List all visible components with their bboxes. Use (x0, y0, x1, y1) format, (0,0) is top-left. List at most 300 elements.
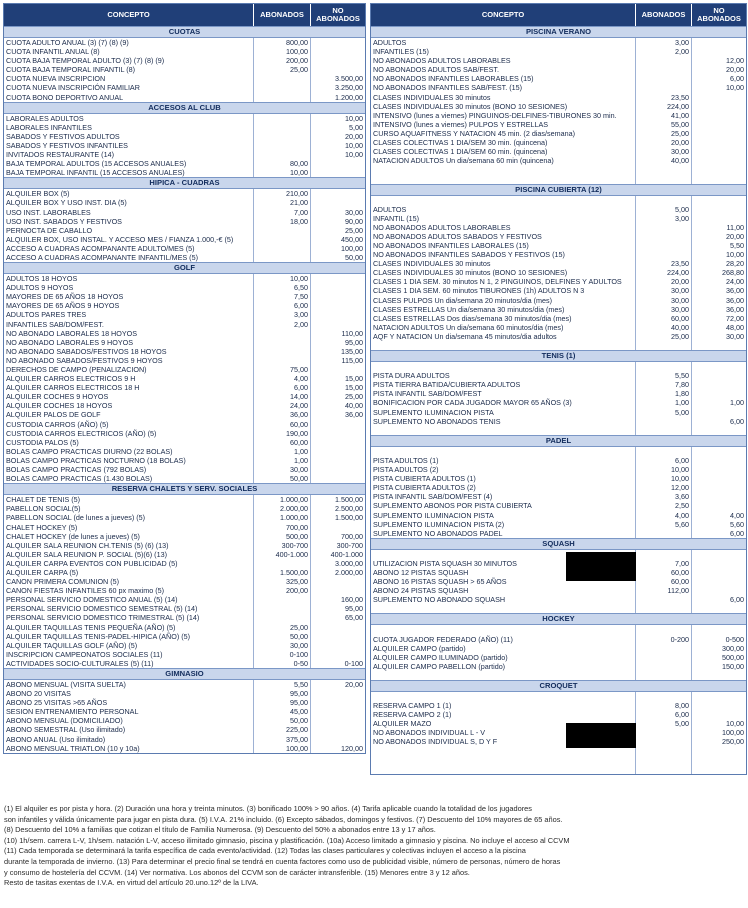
footnote-line: Resto de tasitas exentas de I.V.A. en virtud del artículo 20.uno.12º de la LIVA. (4, 878, 259, 888)
abonados-cell: 21,00 (254, 198, 311, 207)
abonados-cell (636, 65, 692, 74)
no-abonados-cell: 36,00 (726, 304, 744, 314)
table-row (4, 586, 365, 595)
no-abonados-cell (692, 586, 746, 595)
table-row (371, 447, 746, 456)
abonados-cell (636, 604, 692, 613)
no-abonados-cell: 5,60 (730, 519, 744, 529)
no-abonados-cell (692, 371, 746, 380)
table-row (371, 323, 746, 332)
table-row (4, 523, 365, 532)
left-table-body (4, 26, 365, 753)
abonados-cell: 10,00 (254, 274, 311, 283)
concept-cell: ADULTOS 18 HOYOS (4, 274, 254, 283)
concept-cell: NO ABONADOS ADULTOS LABORABLES (371, 223, 636, 232)
no-abonados-cell: 5,50 (730, 240, 744, 250)
no-abonados-cell (311, 159, 365, 168)
table-row (371, 371, 746, 380)
abonados-cell: 25,00 (254, 623, 311, 632)
section-header: HIPICA - CUADRAS (4, 177, 365, 189)
concept-cell: INFANTILES (15) (371, 47, 636, 56)
concept-cell: INFANTILES SAB/DOM/FEST. (4, 320, 254, 329)
abonados-cell: 30,00 (254, 641, 311, 650)
no-abonados-cell: 72,00 (726, 313, 744, 323)
abonados-cell (636, 241, 692, 250)
abonados-cell (636, 662, 692, 671)
table-row (4, 650, 365, 659)
no-abonados-cell: 700,00 (341, 531, 363, 541)
no-abonados-cell (311, 725, 365, 734)
no-abonados-cell (311, 586, 365, 595)
concept-cell: ABONO 16 PISTAS SQUASH > 65 AÑOS (371, 577, 636, 586)
abonados-cell: 4,00 (636, 511, 692, 520)
abonados-cell: 5,50 (636, 371, 692, 380)
abonados-cell (636, 653, 692, 662)
no-abonados-cell: 90,00 (345, 216, 363, 226)
table-row (4, 716, 365, 725)
table-row (4, 83, 365, 92)
no-abonados-cell: 400-1.000 (330, 549, 363, 559)
concept-cell: CUOTA ADULTO ANUAL (3) (7) (8) (9) (4, 38, 254, 47)
table-row (371, 747, 746, 756)
abonados-cell: 100,00 (254, 47, 311, 56)
concept-cell (371, 165, 636, 174)
abonados-cell: 30,00 (636, 286, 692, 295)
concept-cell: CLASES INDIVIDUALES 30 minutos (BONO 10 SESIONES) (371, 268, 636, 277)
table-row (371, 426, 746, 435)
no-abonados-cell (692, 165, 746, 174)
table-row (4, 577, 365, 586)
no-abonados-cell: 110,00 (341, 328, 363, 338)
abonados-cell (254, 132, 311, 141)
concept-cell: SUPLEMENTO NO ABONADOS TENIS (371, 417, 636, 426)
table-row (4, 410, 365, 419)
no-abonados-cell (311, 456, 365, 465)
abonados-cell: 14,00 (254, 392, 311, 401)
abonados-cell (254, 329, 311, 338)
concept-cell: CUOTA INFANTIL ANUAL (8) (4, 47, 254, 56)
abonados-cell: 60,00 (636, 314, 692, 323)
abonados-cell (254, 559, 311, 568)
section-header: RESERVA CHALETS Y SERV. SOCIALES (4, 483, 365, 495)
abonados-cell: 3,00 (254, 310, 311, 319)
concept-cell: CUOTA JUGADOR FEDERADO (AÑO) (11) (371, 635, 636, 644)
abonados-cell: 210,00 (254, 189, 311, 198)
no-abonados-cell (692, 483, 746, 492)
concept-cell: PISTA CUBIERTA ADULTOS (1) (371, 474, 636, 483)
no-abonados-cell: 268,80 (722, 268, 744, 278)
concept-cell: ABONO 25 VISITAS >65 AÑOS (4, 698, 254, 707)
concept-cell: SUPLEMENTO NO ABONADO SQUASH (371, 595, 636, 604)
abonados-cell: 50,00 (254, 716, 311, 725)
table-row (371, 417, 746, 426)
abonados-cell: 224,00 (636, 102, 692, 111)
abonados-cell (254, 356, 311, 365)
concept-cell: ALQUILER MAZO (371, 719, 636, 728)
no-abonados-cell (692, 129, 746, 138)
abonados-cell: 8,00 (636, 701, 692, 710)
abonados-cell: 36,00 (254, 410, 311, 419)
no-abonados-cell: 250,00 (722, 737, 744, 747)
abonados-cell: 80,00 (254, 159, 311, 168)
concept-cell: ALQUILER CARROS ELECTRICOS 18 H (4, 383, 254, 392)
footnote-line: y consumo de hostelería del CCVM. (14) Ver normativa. Los abonos del CCVM son de carácter intransferible. (15) Menores entre 3 y 12 años. (4, 867, 470, 877)
abonados-cell: 30,00 (636, 147, 692, 156)
abonados-cell: 375,00 (254, 735, 311, 744)
table-row (4, 495, 365, 504)
table-row (4, 132, 365, 141)
no-abonados-cell (692, 147, 746, 156)
footnotes (4, 804, 744, 889)
table-row (371, 314, 746, 323)
table-row (4, 401, 365, 410)
concept-cell: ALQUILER CAMPO PABELLON (partido) (371, 662, 636, 671)
no-abonados-cell: 4,00 (730, 510, 744, 520)
abonados-cell: 4,00 (254, 374, 311, 383)
no-abonados-cell (311, 420, 365, 429)
concept-cell: ABONO MENSUAL TRIATLON (10 y 10a) (4, 744, 254, 753)
abonados-cell: 6,00 (636, 710, 692, 719)
no-abonados-cell (692, 174, 746, 183)
concept-cell: PABELLON SOCIAL (de lunes a jueves) (5) (4, 513, 254, 522)
abonados-cell: 2.000,00 (254, 504, 311, 513)
table-row (371, 456, 746, 465)
no-abonados-cell: 3.500,00 (335, 74, 363, 84)
no-abonados-cell: 50,00 (345, 252, 363, 262)
table-row (4, 541, 365, 550)
footnote-line: durante la temporada de invierno. (13) Para determinar el precio final se tendrá en cuenta factores como uso de publicidad visible, número de personas, número de horas (4, 856, 561, 866)
no-abonados-cell: 120,00 (341, 743, 363, 753)
no-abonados-cell: 135,00 (341, 346, 363, 356)
no-abonados-cell (311, 735, 365, 744)
section-header: ACCESOS AL CLUB (4, 102, 365, 114)
no-abonados-cell (311, 168, 365, 177)
no-abonados-cell (692, 111, 746, 120)
abonados-cell (254, 338, 311, 347)
abonados-cell (254, 253, 311, 262)
table-row (4, 65, 365, 74)
table-row (371, 595, 746, 604)
no-abonados-cell (311, 447, 365, 456)
abonados-cell (254, 226, 311, 235)
table-row (4, 283, 365, 292)
no-abonados-cell (692, 120, 746, 129)
abonados-cell (636, 728, 692, 737)
no-abonados-cell: 40,00 (345, 401, 363, 411)
table-row (4, 301, 365, 310)
no-abonados-cell: 1.500,00 (335, 495, 363, 505)
abonados-cell: 3,60 (636, 492, 692, 501)
no-abonados-cell: 300-700 (336, 540, 363, 550)
table-row (4, 725, 365, 734)
concept-cell: ALQUILER CARPA EVENTOS CON PUBLICIDAD (5) (4, 559, 254, 568)
abonados-cell: 95,00 (254, 698, 311, 707)
no-abonados-cell (692, 205, 746, 214)
abonados-cell: 3,00 (636, 38, 692, 47)
no-abonados-cell (311, 641, 365, 650)
table-row (371, 38, 746, 47)
no-abonados-cell (311, 320, 365, 329)
no-abonados-cell (311, 716, 365, 725)
no-abonados-cell (311, 689, 365, 698)
concept-cell: NO ABONADO LABORALES 9 HOYOS (4, 338, 254, 347)
concept-cell: UTILIZACION PISTA SQUASH 30 MINUTOS (371, 559, 636, 568)
abonados-cell: 20,00 (636, 138, 692, 147)
table-row (4, 429, 365, 438)
concept-cell: ALQUILER TAQUILLAS TENIS PEQUEÑA (AÑO) (5) (4, 623, 254, 632)
concept-cell: INTENSIVO (lunes a viernes) PINGUINOS-DELFINES-TIBURONES 30 min. (371, 111, 636, 120)
concept-cell: SUPLEMENTO ABONOS POR PISTA CUBIERTA (371, 501, 636, 510)
abonados-cell: 5,60 (636, 520, 692, 529)
no-abonados-cell (311, 707, 365, 716)
abonados-cell (636, 174, 692, 183)
abonados-cell (636, 341, 692, 350)
no-abonados-cell (692, 701, 746, 710)
table-row (371, 174, 746, 183)
table-row (371, 250, 746, 259)
concept-cell: BAJA TEMPORAL ADULTOS (15 ACCESOS ANUALES) (4, 159, 254, 168)
table-row (4, 680, 365, 689)
concept-cell: NATACION ADULTOS Un dia/semana 60 minutos/dia (mes) (371, 323, 636, 332)
table-row (4, 310, 365, 319)
no-abonados-cell: 95,00 (345, 337, 363, 347)
table-row (4, 438, 365, 447)
abonados-cell: 45,00 (254, 707, 311, 716)
table-row (371, 577, 746, 586)
concept-cell: ALQUILER BOX (5) (4, 189, 254, 198)
abonados-cell: 200,00 (254, 586, 311, 595)
abonados-cell: 1,00 (254, 447, 311, 456)
abonados-cell (636, 362, 692, 371)
table-row (4, 474, 365, 483)
abonados-cell: 1,00 (636, 398, 692, 407)
table-row (371, 389, 746, 398)
table-row (4, 374, 365, 383)
abonados-cell: 30,00 (636, 305, 692, 314)
concept-cell: CLASES ESTRELLAS Un dia/semana 30 minutos/dia (mes) (371, 305, 636, 314)
table-row (4, 114, 365, 123)
no-abonados-cell: 20,00 (726, 65, 744, 75)
table-row (371, 662, 746, 671)
concept-cell: CUSTODIA PALOS (5) (4, 438, 254, 447)
table-row (4, 604, 365, 613)
redaction-box (566, 552, 636, 581)
no-abonados-cell: 450,00 (341, 234, 363, 244)
no-abonados-cell (311, 47, 365, 56)
no-abonados-cell (311, 474, 365, 483)
concept-cell: SUPLEMENTO ILUMINACION PISTA (371, 511, 636, 520)
concept-cell (371, 426, 636, 435)
table-row (4, 292, 365, 301)
no-abonados-cell (692, 765, 746, 774)
table-row (371, 756, 746, 765)
concept-cell: ALQUILER PALOS DE GOLF (4, 410, 254, 419)
table-row (4, 513, 365, 522)
no-abonados-cell: 3.250,00 (335, 83, 363, 93)
abonados-cell (636, 529, 692, 538)
table-row (371, 568, 746, 577)
abonados-cell (636, 737, 692, 746)
abonados-cell: 12,00 (636, 483, 692, 492)
abonados-cell (254, 114, 311, 123)
table-row (4, 447, 365, 456)
no-abonados-cell (692, 426, 746, 435)
no-abonados-cell (692, 93, 746, 102)
table-row (4, 632, 365, 641)
table-row (371, 120, 746, 129)
abonados-cell: 325,00 (254, 577, 311, 586)
table-row (4, 613, 365, 622)
concept-cell: SUPLEMENTO ILUMINACION PISTA (371, 408, 636, 417)
no-abonados-cell (692, 465, 746, 474)
no-abonados-cell: 2.500,00 (335, 504, 363, 514)
no-abonados-cell: 5,00 (349, 122, 363, 132)
table-row (371, 635, 746, 644)
abonados-cell: 6,00 (254, 301, 311, 310)
table-row (371, 147, 746, 156)
abonados-cell: 25,00 (636, 332, 692, 341)
abonados-cell: 500,00 (254, 532, 311, 541)
concept-cell: CURSO AQUAFITNESS Y NATACION 45 min. (2 dias/semana) (371, 129, 636, 138)
table-row (4, 744, 365, 753)
concept-cell: USO INST. LABORABLES (4, 208, 254, 217)
no-abonados-cell: 10,00 (345, 113, 363, 123)
no-abonados-cell (311, 274, 365, 283)
no-abonados-cell: 20,00 (345, 131, 363, 141)
concept-cell: NO ABONADOS INFANTILES LABORALES (15) (371, 241, 636, 250)
concept-cell: PISTA DURA ADULTOS (371, 371, 636, 380)
abonados-cell: 10,00 (636, 465, 692, 474)
abonados-cell (636, 426, 692, 435)
redaction-box (566, 723, 636, 748)
right-table-body (371, 26, 746, 774)
table-row (371, 268, 746, 277)
concept-cell: LABORALES INFANTILES (4, 123, 254, 132)
section-header: GOLF (4, 262, 365, 274)
no-abonados-cell: 150,00 (722, 661, 744, 671)
concept-cell: RESERVA CAMPO 2 (1) (371, 710, 636, 719)
table-row (371, 165, 746, 174)
concept-cell (371, 196, 636, 205)
abonados-cell: 300-700 (254, 541, 311, 550)
no-abonados-cell (311, 632, 365, 641)
abonados-cell (636, 232, 692, 241)
abonados-cell: 5,00 (636, 408, 692, 417)
concept-cell: SABADOS Y FESTIVOS INFANTILES (4, 141, 254, 150)
abonados-cell: 60,00 (254, 438, 311, 447)
abonados-cell: 0-50 (254, 659, 311, 668)
abonados-cell: 20,00 (636, 277, 692, 286)
table-row (4, 93, 365, 102)
concept-cell: INTENSIVO (lunes a viernes) PULPOS Y ESTRELLAS (371, 120, 636, 129)
concept-cell: ACCESO A CUADRAS ACOMPANANTE ADULTO/MES (5) (4, 244, 254, 253)
concept-cell: ALQUILER TAQUILLAS GOLF (AÑO) (5) (4, 641, 254, 650)
section-header: PADEL (371, 435, 746, 447)
no-abonados-cell: 115,00 (341, 355, 363, 365)
no-abonados-cell (692, 492, 746, 501)
table-row (371, 604, 746, 613)
concept-cell: ALQUILER BOX, USO INSTAL. Y ACCESO MES / FIANZA 1.000,-€ (5) (4, 235, 254, 244)
abonados-cell (636, 550, 692, 559)
no-abonados-cell: 36,00 (726, 286, 744, 296)
table-row (371, 501, 746, 510)
table-row (371, 305, 746, 314)
abonados-cell (254, 595, 311, 604)
table-row (371, 728, 746, 737)
table-row (4, 217, 365, 226)
abonados-cell: 40,00 (636, 323, 692, 332)
abonados-cell: 1.500,00 (254, 568, 311, 577)
concept-cell: ABONO MENSUAL (VISITA SUELTA) (4, 680, 254, 689)
no-abonados-cell (311, 198, 365, 207)
concept-cell: SESION ENTRENAMIENTO PERSONAL (4, 707, 254, 716)
no-abonados-cell (692, 456, 746, 465)
table-row (4, 123, 365, 132)
table-row (4, 707, 365, 716)
concept-cell: CLASES PULPOS Un dia/semana 20 minutos/dia (mes) (371, 296, 636, 305)
table-row (371, 341, 746, 350)
abonados-cell: 50,00 (254, 632, 311, 641)
no-abonados-cell (692, 604, 746, 613)
concept-cell: ALQUILER CAMPO ILUMINADO (partido) (371, 653, 636, 662)
abonados-cell: 3,00 (636, 214, 692, 223)
abonados-cell: 30,00 (636, 296, 692, 305)
abonados-cell (254, 604, 311, 613)
concept-cell: ALQUILER SALA REUNION CH.TENIS (5) (6) (13) (4, 541, 254, 550)
header-abonados: ABONADOS (254, 4, 311, 26)
no-abonados-cell: 30,00 (345, 207, 363, 217)
no-abonados-cell (692, 341, 746, 350)
concept-cell: ALQUILER COCHES 18 HOYOS (4, 401, 254, 410)
abonados-cell: 41,00 (636, 111, 692, 120)
table-row (371, 701, 746, 710)
footnote-line: (1) El alquiler es por pista y hora. (2) Duración una hora y treinta minutos. (3) bonificado 100% > 90 años. (4) Tarifa aplicable cuando la totalidad de los jugadores (4, 804, 532, 813)
no-abonados-cell (692, 102, 746, 111)
table-row (4, 550, 365, 559)
table-row (4, 568, 365, 577)
no-abonados-cell: 24,00 (726, 277, 744, 287)
no-abonados-cell (692, 380, 746, 389)
abonados-cell: 10,00 (254, 168, 311, 177)
abonados-cell (636, 671, 692, 680)
table-row (4, 532, 365, 541)
abonados-cell (636, 644, 692, 653)
section-header: HOCKEY (371, 613, 746, 625)
right-table-header (371, 4, 746, 26)
table-row (371, 332, 746, 341)
abonados-cell: 23,50 (636, 259, 692, 268)
concept-cell: ABONO MENSUAL (DOMICILIADO) (4, 716, 254, 725)
abonados-cell: 7,00 (636, 559, 692, 568)
abonados-cell: 2,50 (636, 501, 692, 510)
abonados-cell: 190,00 (254, 429, 311, 438)
concept-cell: CLASES 1 DIA SEM. 30 minutos N 1, 2 PINGUINOS, DELFINES Y ADULTOS (371, 277, 636, 286)
table-row (4, 47, 365, 56)
concept-cell: NO ABONADO LABORALES 18 HOYOS (4, 329, 254, 338)
table-row (4, 159, 365, 168)
no-abonados-cell: 160,00 (341, 595, 363, 605)
abonados-cell: 7,50 (254, 292, 311, 301)
header-concepto: CONCEPTO (4, 4, 254, 26)
no-abonados-cell: 3.000,00 (335, 558, 363, 568)
footnote-line: (10) 1h/sem. carrera L-V, 1h/sem. natación L-V, acceso ilimitado gimnasio, piscina y plastificación. (10a) Acceso limitado a gimnasio y piscina. No incluye el acceso al CCVM (4, 835, 570, 845)
footnote-line: son infantiles y válida únicamente para jugar en pista dura. (5) I.V.A. 21% incluido. (6) Excepto sábados, domingos y festivos. (7) Descuento del 10% mayores de 65 años. (4, 814, 563, 824)
abonados-cell: 10,00 (636, 474, 692, 483)
table-row (4, 150, 365, 159)
concept-cell: DERECHOS DE CAMPO (PENALIZACION) (4, 365, 254, 374)
table-row (371, 129, 746, 138)
abonados-cell (636, 223, 692, 232)
